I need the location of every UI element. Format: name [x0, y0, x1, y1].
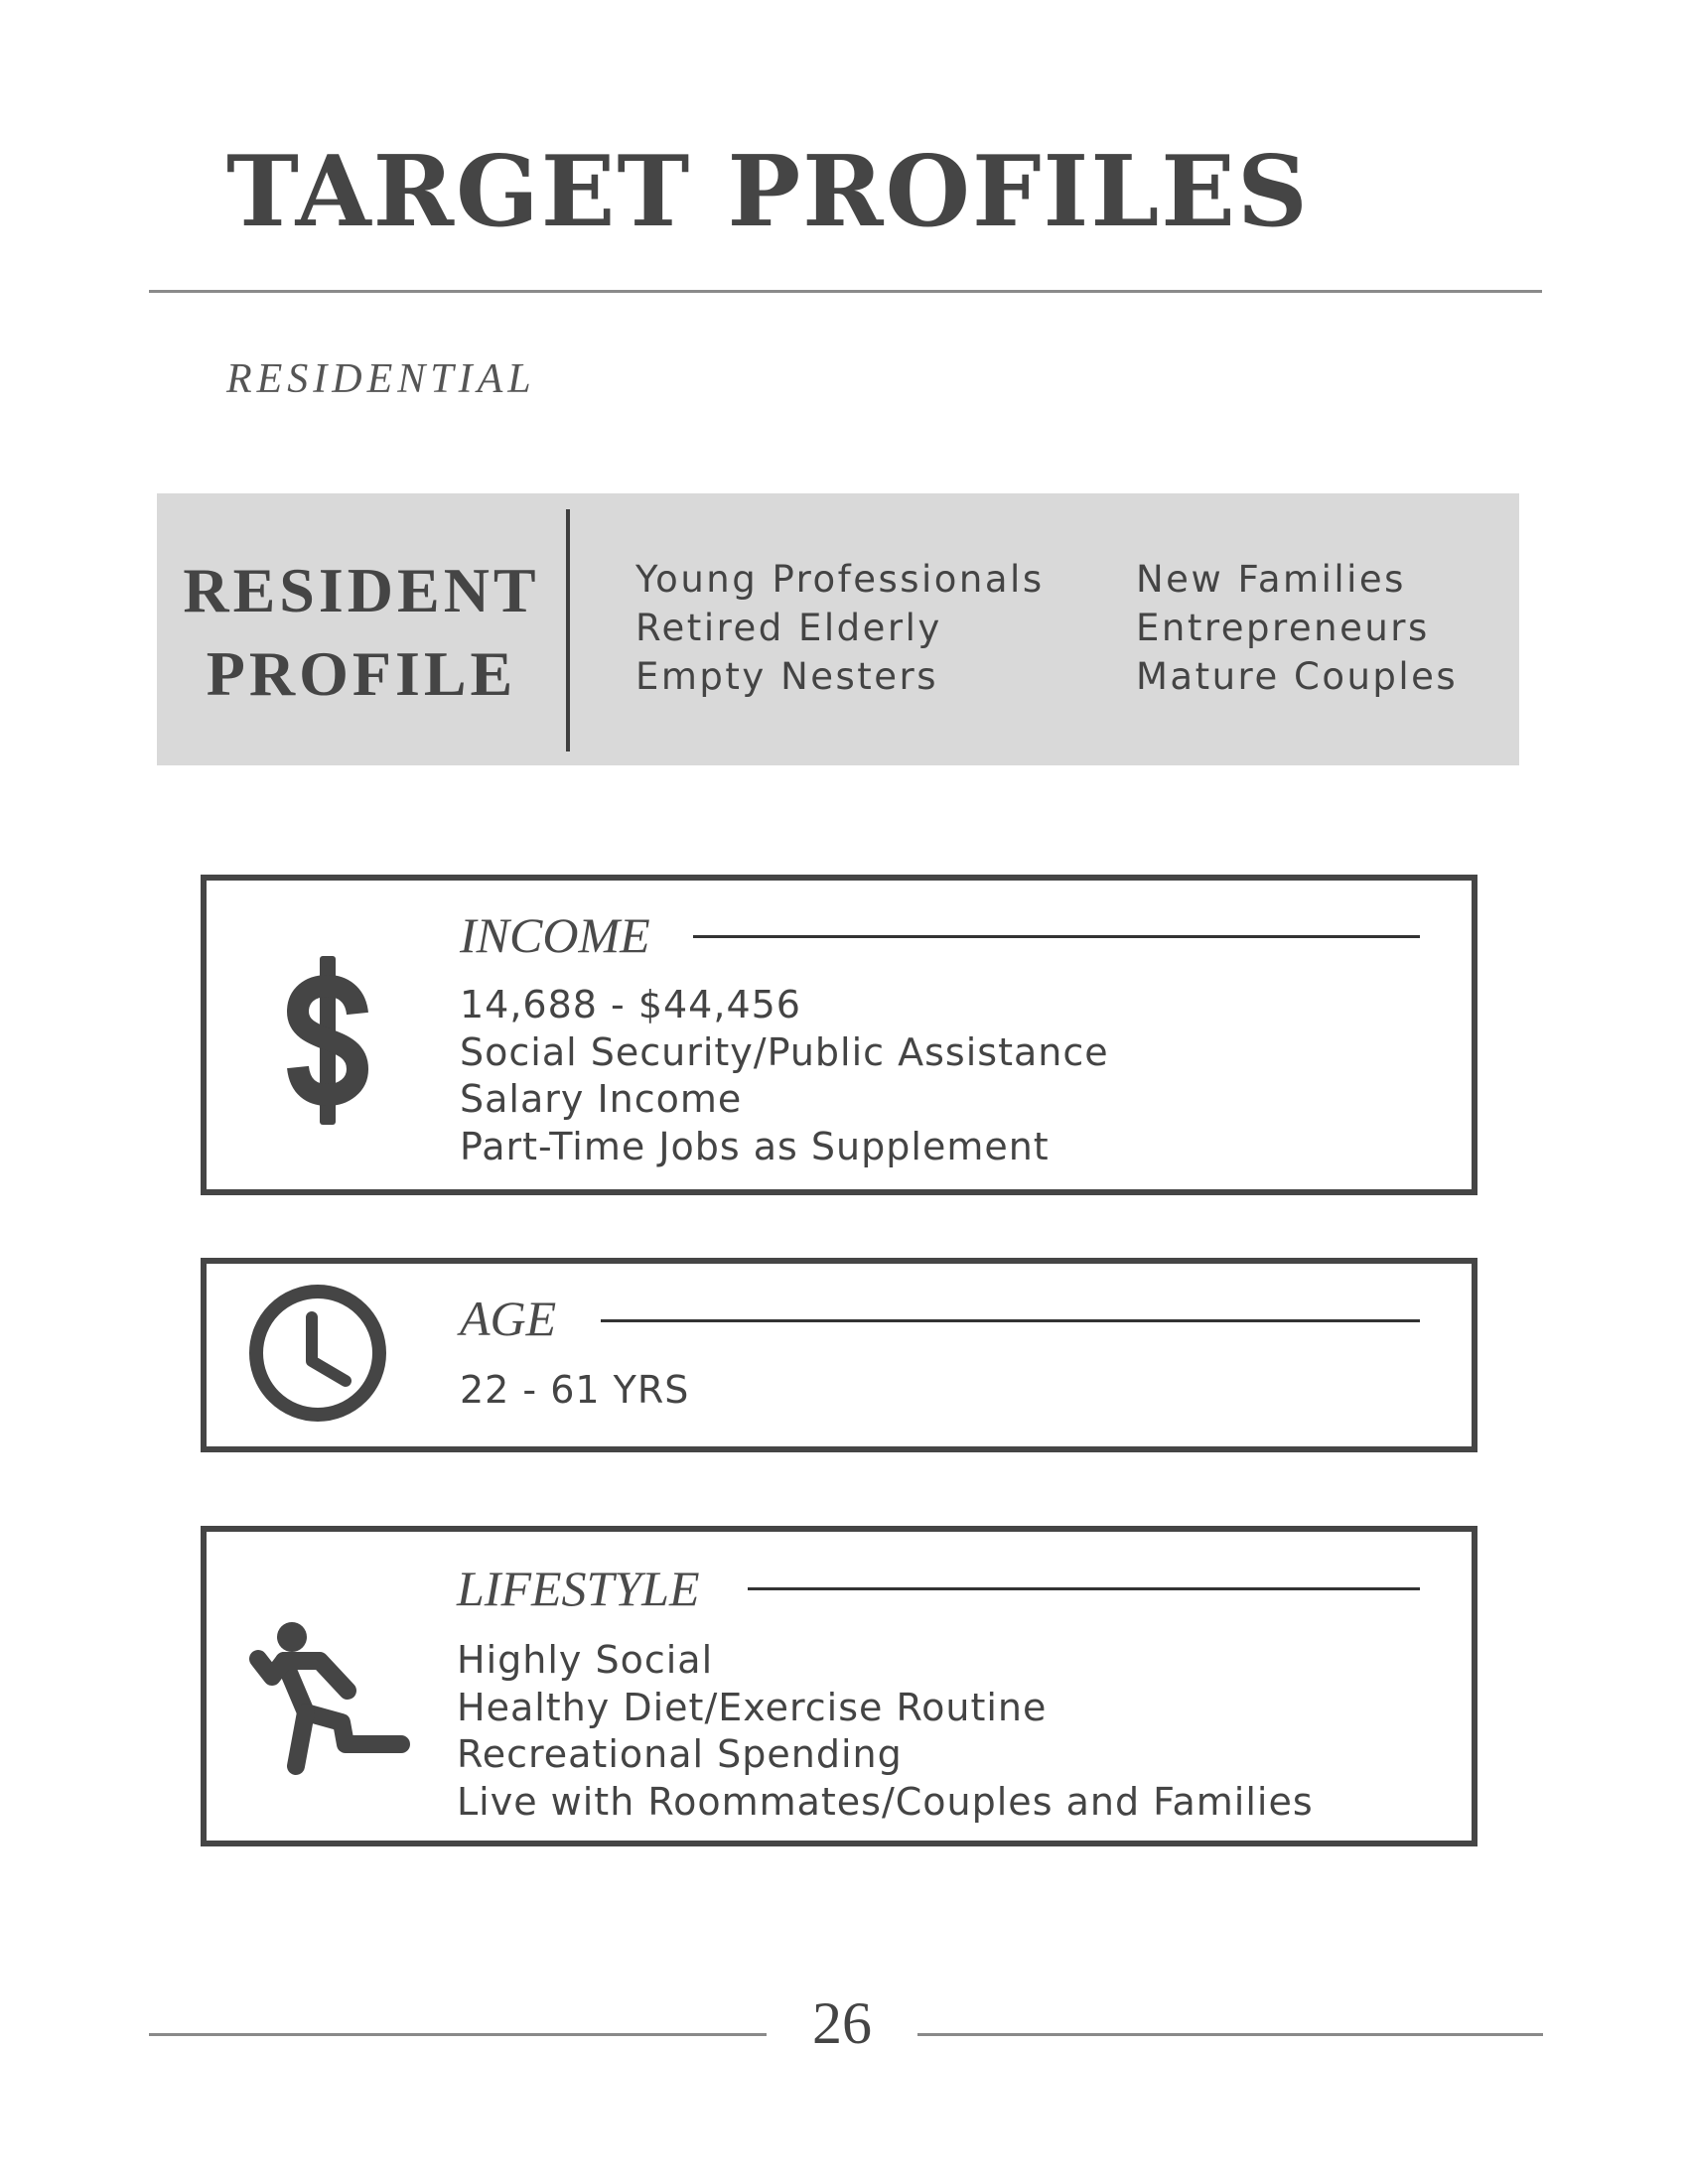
- income-range: 14,688 - $44,456: [460, 983, 801, 1026]
- running-person-icon: [246, 1619, 415, 1783]
- income-source: Salary Income: [460, 1077, 743, 1121]
- profile-item: New Families: [1136, 558, 1406, 601]
- income-card: [201, 875, 1477, 1195]
- title-divider: [149, 290, 1542, 293]
- income-source: Part-Time Jobs as Supplement: [460, 1124, 1050, 1168]
- lifestyle-trait: Healthy Diet/Exercise Routine: [457, 1685, 1048, 1729]
- profile-list-right: [1136, 555, 1458, 701]
- income-source: Social Security/Public Assistance: [460, 1029, 1109, 1074]
- clock-icon: [246, 1282, 389, 1430]
- lifestyle-trait: Live with Roommates/Couples and Families: [457, 1779, 1314, 1824]
- age-range: 22 - 61 YRS: [460, 1368, 690, 1412]
- profile-item: Retired Elderly: [635, 607, 942, 649]
- profile-item: Empty Nesters: [635, 655, 939, 698]
- page-number: 26: [812, 1990, 872, 2056]
- lifestyle-heading: LIFESTYLE: [457, 1561, 700, 1616]
- page-title: TARGET PROFILES: [226, 135, 1310, 249]
- age-card: [201, 1258, 1477, 1452]
- income-heading: INCOME: [460, 907, 650, 963]
- lifestyle-card: [201, 1526, 1477, 1846]
- income-details: [460, 982, 1109, 1170]
- lifestyle-trait: Highly Social: [457, 1638, 714, 1682]
- profile-vertical-divider: [566, 509, 570, 751]
- age-heading: AGE: [460, 1291, 557, 1346]
- lifestyle-heading-rule: [748, 1587, 1420, 1590]
- resident-profile-heading-line2: PROFILE: [206, 638, 517, 709]
- age-heading-rule: [601, 1319, 1420, 1322]
- profile-item: Young Professionals: [635, 558, 1045, 601]
- profile-item: Entrepreneurs: [1136, 607, 1430, 649]
- profile-list-left: [635, 555, 1045, 701]
- footer-rule-left: [149, 2033, 767, 2036]
- dollar-icon: [278, 956, 377, 1130]
- lifestyle-trait: Recreational Spending: [457, 1732, 903, 1776]
- footer-rule-right: [917, 2033, 1543, 2036]
- lifestyle-details: [457, 1637, 1314, 1826]
- resident-profile-band: [157, 493, 1519, 765]
- income-heading-rule: [693, 935, 1420, 938]
- section-label: RESIDENTIAL: [226, 356, 536, 402]
- age-details: [460, 1367, 689, 1415]
- resident-profile-heading-line1: RESIDENT: [183, 555, 540, 625]
- profile-item: Mature Couples: [1136, 655, 1459, 698]
- resident-profile-heading: [157, 549, 566, 716]
